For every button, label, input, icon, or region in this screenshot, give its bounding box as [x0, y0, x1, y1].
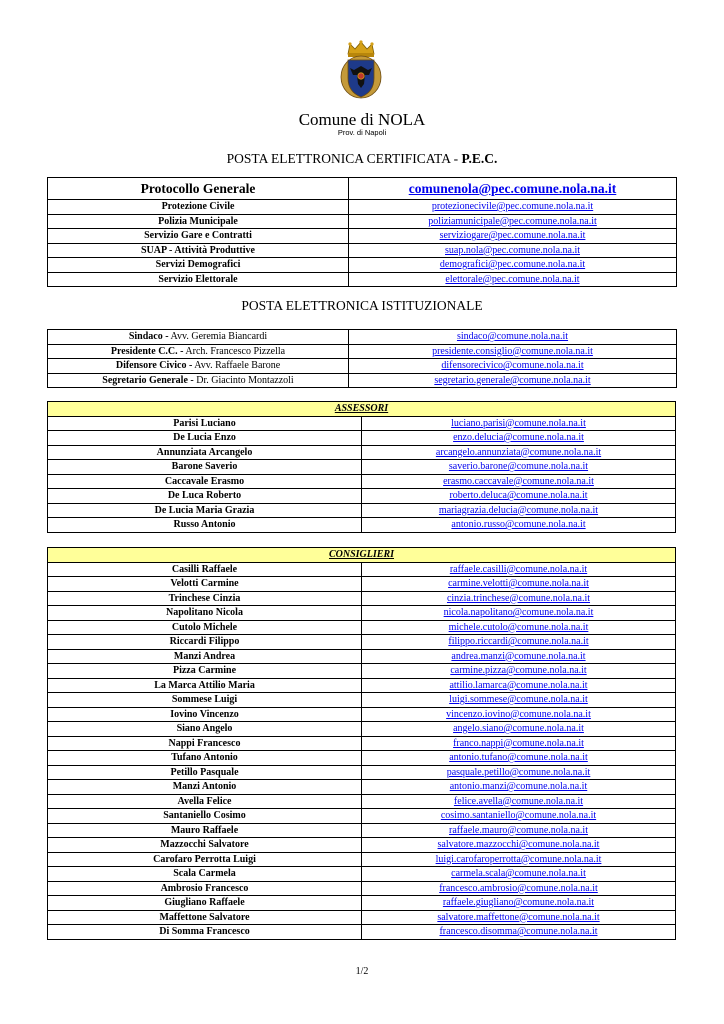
- office-label: SUAP - Attività Produttive: [48, 243, 349, 258]
- consigliere-name: Velotti Carmine: [48, 577, 362, 592]
- pec-title-bold: P.E.C.: [461, 151, 498, 166]
- consigliere-email-link[interactable]: raffaele.mauro@comune.nola.na.it: [362, 823, 676, 838]
- consigliere-email-link[interactable]: franco.nappi@comune.nola.na.it: [362, 736, 676, 751]
- consigliere-email-link[interactable]: salvatore.maffettone@comune.nola.na.it: [362, 910, 676, 925]
- table-row: [48, 823, 676, 838]
- table-row: [48, 693, 676, 708]
- consigliere-name: Santaniello Cosimo: [48, 809, 362, 824]
- table-row: [48, 489, 676, 504]
- consigliere-name: Manzi Andrea: [48, 649, 362, 664]
- istituzionale-table: [47, 329, 677, 388]
- assessore-email-link[interactable]: arcangelo.annunziata@comune.nola.na.it: [362, 445, 676, 460]
- pec-email-link[interactable]: serviziogare@pec.comune.nola.na.it: [349, 229, 677, 244]
- consigliere-name: Petillo Pasquale: [48, 765, 362, 780]
- pec-head-row: [48, 178, 677, 200]
- comune-title: Comune di NOLA: [298, 110, 426, 129]
- consigliere-name: Iovino Vincenzo: [48, 707, 362, 722]
- assessore-name: De Luca Roberto: [48, 489, 362, 504]
- table-row: [48, 416, 676, 431]
- office-label: Servizio Gare e Contratti: [48, 229, 349, 244]
- table-row: [48, 838, 676, 853]
- consigliere-name: Mauro Raffaele: [48, 823, 362, 838]
- consigliere-name: Siano Angelo: [48, 722, 362, 737]
- table-row: [48, 258, 677, 273]
- assessore-name: Barone Saverio: [48, 460, 362, 475]
- table-row: [48, 214, 677, 229]
- table-row: [48, 474, 676, 489]
- table-row: [48, 925, 676, 940]
- official-email-link[interactable]: presidente.consiglio@comune.nola.na.it: [349, 344, 677, 359]
- page-number: 1/2: [355, 966, 369, 977]
- official-email-link[interactable]: segretario.generale@comune.nola.na.it: [349, 373, 677, 388]
- assessori-table-body: [48, 416, 676, 532]
- office-label: Servizio Elettorale: [48, 272, 349, 287]
- assessore-email-link[interactable]: mariagrazia.delucia@comune.nola.na.it: [362, 503, 676, 518]
- consigliere-name: Nappi Francesco: [48, 736, 362, 751]
- consigliere-email-link[interactable]: luigi.sommese@comune.nola.na.it: [362, 693, 676, 708]
- table-row: [48, 460, 676, 475]
- istituzionale-section-title: POSTA ELETTRONICA ISTITUZIONALE: [241, 298, 483, 313]
- consigliere-email-link[interactable]: michele.cutolo@comune.nola.na.it: [362, 620, 676, 635]
- pec-section-title: [0, 151, 724, 167]
- table-row: [48, 229, 677, 244]
- consigliere-email-link[interactable]: francesco.disomma@comune.nola.na.it: [362, 925, 676, 940]
- consigliere-email-link[interactable]: vincenzo.iovino@comune.nola.na.it: [362, 707, 676, 722]
- consigliere-name: Scala Carmela: [48, 867, 362, 882]
- official-email-link[interactable]: difensorecivico@comune.nola.na.it: [349, 359, 677, 374]
- assessore-email-link[interactable]: enzo.delucia@comune.nola.na.it: [362, 431, 676, 446]
- consigliere-name: Di Somma Francesco: [48, 925, 362, 940]
- consigliere-name: Trinchese Cinzia: [48, 591, 362, 606]
- official-role: Segretario Generale -: [102, 374, 194, 386]
- pec-email-link[interactable]: elettorale@pec.comune.nola.na.it: [349, 272, 677, 287]
- office-label: Polizia Municipale: [48, 214, 349, 229]
- office-label: Servizi Demografici: [48, 258, 349, 273]
- pec-table: [47, 177, 677, 287]
- assessori-header-row: [48, 402, 676, 417]
- official-person: Avv. Geremia Biancardi: [168, 331, 268, 342]
- table-row: [48, 243, 677, 258]
- table-row: [48, 577, 676, 592]
- assessore-email-link[interactable]: saverio.barone@comune.nola.na.it: [362, 460, 676, 475]
- consigliere-email-link[interactable]: andrea.manzi@comune.nola.na.it: [362, 649, 676, 664]
- consigliere-email-link[interactable]: francesco.ambrosio@comune.nola.na.it: [362, 881, 676, 896]
- consigliere-email-link[interactable]: nicola.napolitano@comune.nola.na.it: [362, 606, 676, 621]
- official-cell: [48, 359, 349, 374]
- consigliere-name: Manzi Antonio: [48, 780, 362, 795]
- table-row: [48, 373, 677, 388]
- pec-email-link[interactable]: protezionecivile@pec.comune.nola.na.it: [349, 200, 677, 215]
- consigliere-name: Mazzocchi Salvatore: [48, 838, 362, 853]
- table-row: [48, 881, 676, 896]
- table-row: [48, 359, 677, 374]
- provincia-subtitle: Prov. di Napoli: [337, 128, 387, 137]
- official-person: Avv. Raffaele Barone: [192, 360, 281, 371]
- consigliere-email-link[interactable]: cosimo.santaniello@comune.nola.na.it: [362, 809, 676, 824]
- table-row: [48, 649, 676, 664]
- official-cell: [48, 373, 349, 388]
- table-row: [48, 344, 677, 359]
- table-row: [48, 910, 676, 925]
- table-row: [48, 794, 676, 809]
- official-email-link[interactable]: sindaco@comune.nola.na.it: [349, 330, 677, 345]
- consigliere-name: Riccardi Filippo: [48, 635, 362, 650]
- table-row: [48, 707, 676, 722]
- table-row: [48, 635, 676, 650]
- consigliere-name: Carofaro Perrotta Luigi: [48, 852, 362, 867]
- table-row: [48, 722, 676, 737]
- assessore-name: De Lucia Enzo: [48, 431, 362, 446]
- table-row: [48, 780, 676, 795]
- table-row: [48, 562, 676, 577]
- table-row: [48, 431, 676, 446]
- consigliere-email-link[interactable]: antonio.manzi@comune.nola.na.it: [362, 780, 676, 795]
- official-role: Sindaco -: [128, 331, 169, 342]
- table-row: [48, 664, 676, 679]
- consigliere-name: Sommese Luigi: [48, 693, 362, 708]
- table-row: [48, 809, 676, 824]
- table-row: [48, 751, 676, 766]
- official-person: Dr. Giacinto Montazzoli: [193, 374, 294, 386]
- protocollo-email-link[interactable]: comunenola@pec.comune.nola.na.it: [349, 178, 677, 200]
- consigliere-email-link[interactable]: luigi.carofaroperrotta@comune.nola.na.it: [362, 852, 676, 867]
- protocollo-label: Protocollo Generale: [48, 178, 349, 200]
- table-row: [48, 272, 677, 287]
- consiglieri-table: [47, 547, 676, 940]
- assessore-email-link[interactable]: erasmo.caccavale@comune.nola.na.it: [362, 474, 676, 489]
- consigliere-email-link[interactable]: cinzia.trinchese@comune.nola.na.it: [362, 591, 676, 606]
- consigliere-email-link[interactable]: angelo.siano@comune.nola.na.it: [362, 722, 676, 737]
- assessore-name: Caccavale Erasmo: [48, 474, 362, 489]
- pec-title-prefix: POSTA ELETTRONICA CERTIFICATA -: [226, 151, 462, 166]
- office-label: Protezione Civile: [48, 200, 349, 215]
- table-row: [48, 896, 676, 911]
- official-role: Difensore Civico -: [115, 360, 193, 371]
- consigliere-name: Cutolo Michele: [48, 620, 362, 635]
- table-row: [48, 518, 676, 533]
- assessore-email-link[interactable]: luciano.parisi@comune.nola.na.it: [362, 416, 676, 431]
- table-row: [48, 678, 676, 693]
- consigliere-email-link[interactable]: carmine.velotti@comune.nola.na.it: [362, 577, 676, 592]
- assessori-title: ASSESSORI: [48, 402, 676, 417]
- consigliere-name: Avella Felice: [48, 794, 362, 809]
- table-row: [48, 445, 676, 460]
- consigliere-email-link[interactable]: salvatore.mazzocchi@comune.nola.na.it: [362, 838, 676, 853]
- consigliere-email-link[interactable]: filippo.riccardi@comune.nola.na.it: [362, 635, 676, 650]
- table-row: [48, 606, 676, 621]
- consigliere-name: Giugliano Raffaele: [48, 896, 362, 911]
- consiglieri-title: CONSIGLIERI: [48, 548, 676, 563]
- assessore-email-link[interactable]: antonio.russo@comune.nola.na.it: [362, 518, 676, 533]
- consigliere-name: Tufano Antonio: [48, 751, 362, 766]
- table-row: [48, 503, 676, 518]
- consigliere-name: La Marca Attilio Maria: [48, 678, 362, 693]
- consigliere-name: Ambrosio Francesco: [48, 881, 362, 896]
- consigliere-email-link[interactable]: attilio.lamarca@comune.nola.na.it: [362, 678, 676, 693]
- istituzionale-table-body: [48, 330, 677, 388]
- table-row: [48, 852, 676, 867]
- consigliere-name: Casilli Raffaele: [48, 562, 362, 577]
- consigliere-email-link[interactable]: raffaele.giugliano@comune.nola.na.it: [362, 896, 676, 911]
- table-row: [48, 765, 676, 780]
- assessori-table: [47, 401, 676, 533]
- table-row: [48, 867, 676, 882]
- assessore-email-link[interactable]: roberto.deluca@comune.nola.na.it: [362, 489, 676, 504]
- consigliere-name: Pizza Carmine: [48, 664, 362, 679]
- consiglieri-header-row: [48, 548, 676, 563]
- table-row: [48, 736, 676, 751]
- pec-email-link[interactable]: suap.nola@pec.comune.nola.na.it: [349, 243, 677, 258]
- table-row: [48, 591, 676, 606]
- assessore-name: Russo Antonio: [48, 518, 362, 533]
- official-cell: [48, 330, 349, 345]
- consigliere-email-link[interactable]: carmela.scala@comune.nola.na.it: [362, 867, 676, 882]
- pec-table-body: [48, 200, 677, 287]
- official-role: Presidente C.C. -: [110, 345, 184, 357]
- consigliere-email-link[interactable]: antonio.tufano@comune.nola.na.it: [362, 751, 676, 766]
- assessore-name: De Lucia Maria Grazia: [48, 503, 362, 518]
- table-row: [48, 620, 676, 635]
- table-row: [48, 330, 677, 345]
- table-row: [48, 200, 677, 215]
- assessore-name: Annunziata Arcangelo: [48, 445, 362, 460]
- consigliere-email-link[interactable]: carmine.pizza@comune.nola.na.it: [362, 664, 676, 679]
- consigliere-email-link[interactable]: raffaele.casilli@comune.nola.na.it: [362, 562, 676, 577]
- consiglieri-table-body: [48, 562, 676, 939]
- pec-email-link[interactable]: poliziamunicipale@pec.comune.nola.na.it: [349, 214, 677, 229]
- assessore-name: Parisi Luciano: [48, 416, 362, 431]
- official-cell: [48, 344, 349, 359]
- consigliere-name: Napolitano Nicola: [48, 606, 362, 621]
- comune-crest-icon: [338, 40, 384, 100]
- consigliere-name: Maffettone Salvatore: [48, 910, 362, 925]
- consigliere-email-link[interactable]: pasquale.petillo@comune.nola.na.it: [362, 765, 676, 780]
- official-person: Arch. Francesco Pizzella: [183, 345, 286, 357]
- consigliere-email-link[interactable]: felice.avella@comune.nola.na.it: [362, 794, 676, 809]
- pec-email-link[interactable]: demografici@pec.comune.nola.na.it: [349, 258, 677, 273]
